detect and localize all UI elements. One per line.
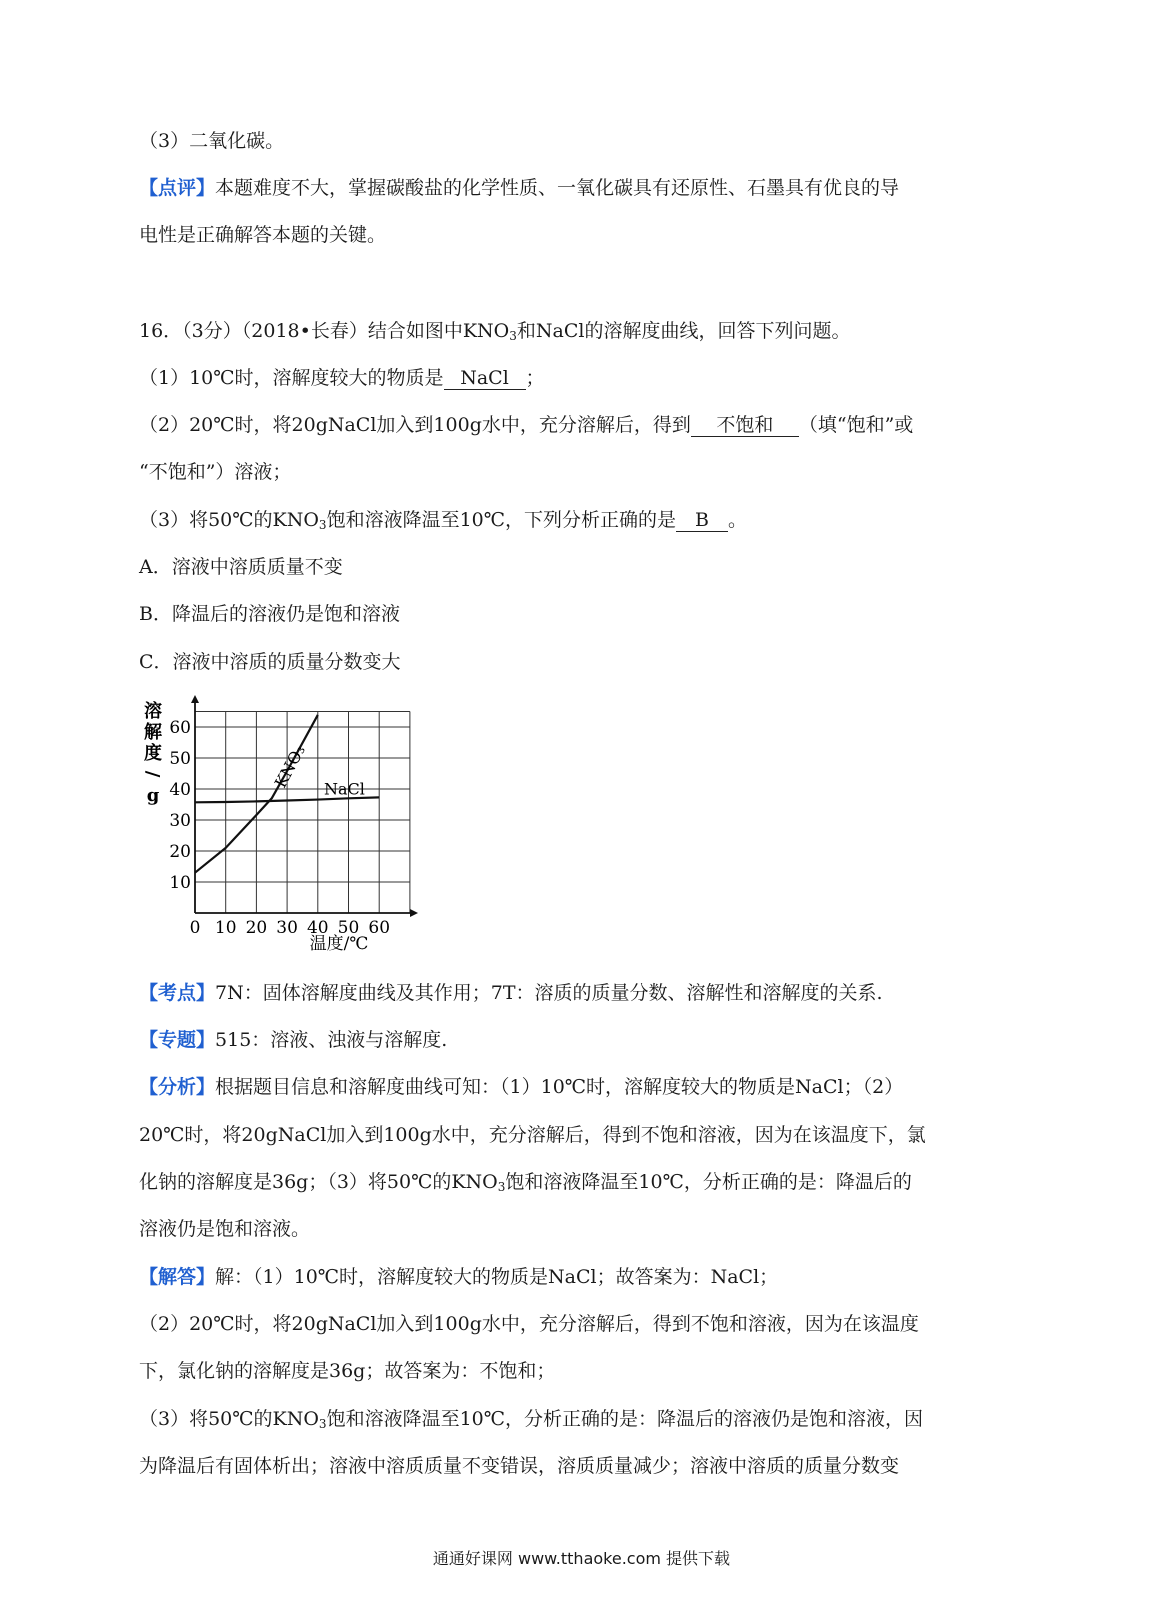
series-label-nacl: NaCl [323, 779, 365, 799]
solubility-chart [140, 695, 420, 965]
p1-b: ； [525, 367, 545, 389]
analysis-line-4: 溶液仍是饱和溶液。 [139, 1218, 311, 1240]
y-label-char-0: 溶 [144, 701, 162, 722]
analysis-l3-sub: 3 [497, 1180, 506, 1194]
y-tick-50: 50 [169, 749, 191, 769]
p2-a: （2）20℃时，将20gNaCl加入到100g水中，充分溶解后，得到 [139, 414, 691, 436]
prev-answer: （3）二氧化碳。 [139, 130, 285, 152]
answer-line-4 [139, 1406, 923, 1437]
zhuanti-text: 515：溶液、浊液与溶解度. [215, 1029, 448, 1051]
analysis-line-3 [139, 1169, 912, 1200]
intro-b: 和NaCl的溶解度曲线，回答下列问题。 [516, 320, 851, 342]
y-tick-20: 20 [169, 842, 191, 862]
answer-l4-b: 饱和溶液降温至10℃，分析正确的是：降温后的溶液仍是饱和溶液，因 [326, 1408, 923, 1430]
kaodian-line [139, 980, 883, 1006]
answer-l4-a: （3）将50℃的KNO [139, 1408, 319, 1430]
question-16-part-2-cont: “不饱和”）溶液； [139, 461, 292, 483]
kaodian-tag: 【考点】 [139, 982, 216, 1004]
analysis-text-1: 根据题目信息和溶解度曲线可知：（1）10℃时，溶解度较大的物质是NaCl；（2） [215, 1076, 904, 1098]
zhuanti-tag: 【专题】 [139, 1029, 216, 1051]
footer: 通通好课网 www.tthaoke.com 提供下载 [432, 1549, 731, 1568]
p3-sub: 3 [318, 518, 327, 532]
x-tick-30: 30 [276, 918, 298, 938]
question-16-intro [139, 318, 850, 349]
x-tick-40: 40 [306, 918, 329, 938]
review-text-1: 本题难度不大，掌握碳酸盐的化学性质、一氧化碳具有还原性、石墨具有优良的导 [215, 177, 900, 199]
option-b: B．降温后的溶液仍是饱和溶液 [139, 603, 400, 625]
answer-text-1: 解：（1）10℃时，溶解度较大的物质是NaCl；故答案为：NaCl； [215, 1266, 779, 1288]
y-label-char-3: / [142, 770, 163, 778]
answer-l4-sub: 3 [318, 1417, 327, 1431]
p2-b: （填“饱和”或 [798, 414, 914, 436]
answer-blank-3: B [676, 509, 728, 532]
x-tick-20: 20 [245, 918, 268, 938]
y-tick-60: 60 [169, 718, 191, 738]
answer-tag: 【解答】 [139, 1266, 216, 1288]
answer-blank-1: NaCl [444, 367, 526, 390]
analysis-line-1 [139, 1074, 903, 1100]
series-label-kno3: KNO₃ [270, 741, 309, 791]
chart-axes [191, 695, 418, 917]
x-tick-50: 50 [337, 918, 360, 938]
p3-c: 。 [728, 509, 748, 531]
y-tick-labels [169, 718, 191, 893]
kaodian-text: 7N：固体溶解度曲线及其作用；7T：溶质的质量分数、溶解性和溶解度的关系. [215, 982, 883, 1004]
intro-sub: 3 [509, 329, 517, 343]
analysis-l3-a: 化钠的溶解度是36g；（3）将50℃的KNO [139, 1171, 498, 1193]
x-axis-arrow [410, 909, 418, 917]
answer-blank-2: 不饱和 [691, 414, 799, 437]
answer-line-1 [139, 1264, 778, 1290]
x-tick-0: 0 [189, 918, 201, 938]
y-tick-10: 10 [169, 873, 191, 893]
review-tag: 【点评】 [139, 177, 216, 199]
review-line-2: 电性是正确解答本题的关键。 [139, 224, 387, 246]
p1-a: （1）10℃时，溶解度较大的物质是 [139, 367, 444, 389]
review-line-1 [139, 175, 899, 201]
option-c: C．溶液中溶质的质量分数变大 [139, 651, 401, 673]
x-axis-label: 温度/℃ [309, 934, 369, 954]
p3-a: （3）将50℃的KNO [139, 509, 319, 531]
x-tick-10: 10 [214, 918, 237, 938]
analysis-line-2: 20℃时，将20gNaCl加入到100g水中，充分溶解后，得到不饱和溶液，因为在该温度下，氯 [139, 1124, 926, 1146]
question-16-part-1 [139, 365, 545, 391]
x-tick-60: 60 [368, 918, 391, 938]
answer-line-2: （2）20℃时，将20gNaCl加入到100g水中，充分溶解后，得到不饱和溶液，因为在该温度 [139, 1313, 919, 1335]
answer-line-3: 下，氯化钠的溶解度是36g；故答案为：不饱和； [139, 1360, 556, 1382]
option-a: A．溶液中溶质质量不变 [139, 556, 343, 578]
y-axis-arrow [191, 695, 199, 703]
y-tick-30: 30 [169, 811, 191, 831]
question-16-part-3 [139, 507, 747, 538]
analysis-l3-b: 饱和溶液降温至10℃，分析正确的是：降温后的 [505, 1171, 912, 1193]
zhuanti-line [139, 1027, 447, 1053]
y-label-char-2: 度 [144, 743, 162, 764]
intro-a: 16．（3分）（2018•长春）结合如图中KNO [139, 320, 510, 342]
y-axis-label [142, 700, 163, 806]
y-tick-40: 40 [169, 780, 191, 800]
p3-b: 饱和溶液降温至10℃，下列分析正确的是 [326, 509, 676, 531]
y-label-char-4: g [146, 785, 160, 806]
analysis-tag: 【分析】 [139, 1076, 216, 1098]
answer-line-5: 为降温后有固体析出；溶液中溶质质量不变错误，溶质质量减少；溶液中溶质的质量分数变 [139, 1455, 900, 1477]
y-label-char-1: 解 [144, 722, 162, 743]
question-16-part-2 [139, 412, 913, 438]
